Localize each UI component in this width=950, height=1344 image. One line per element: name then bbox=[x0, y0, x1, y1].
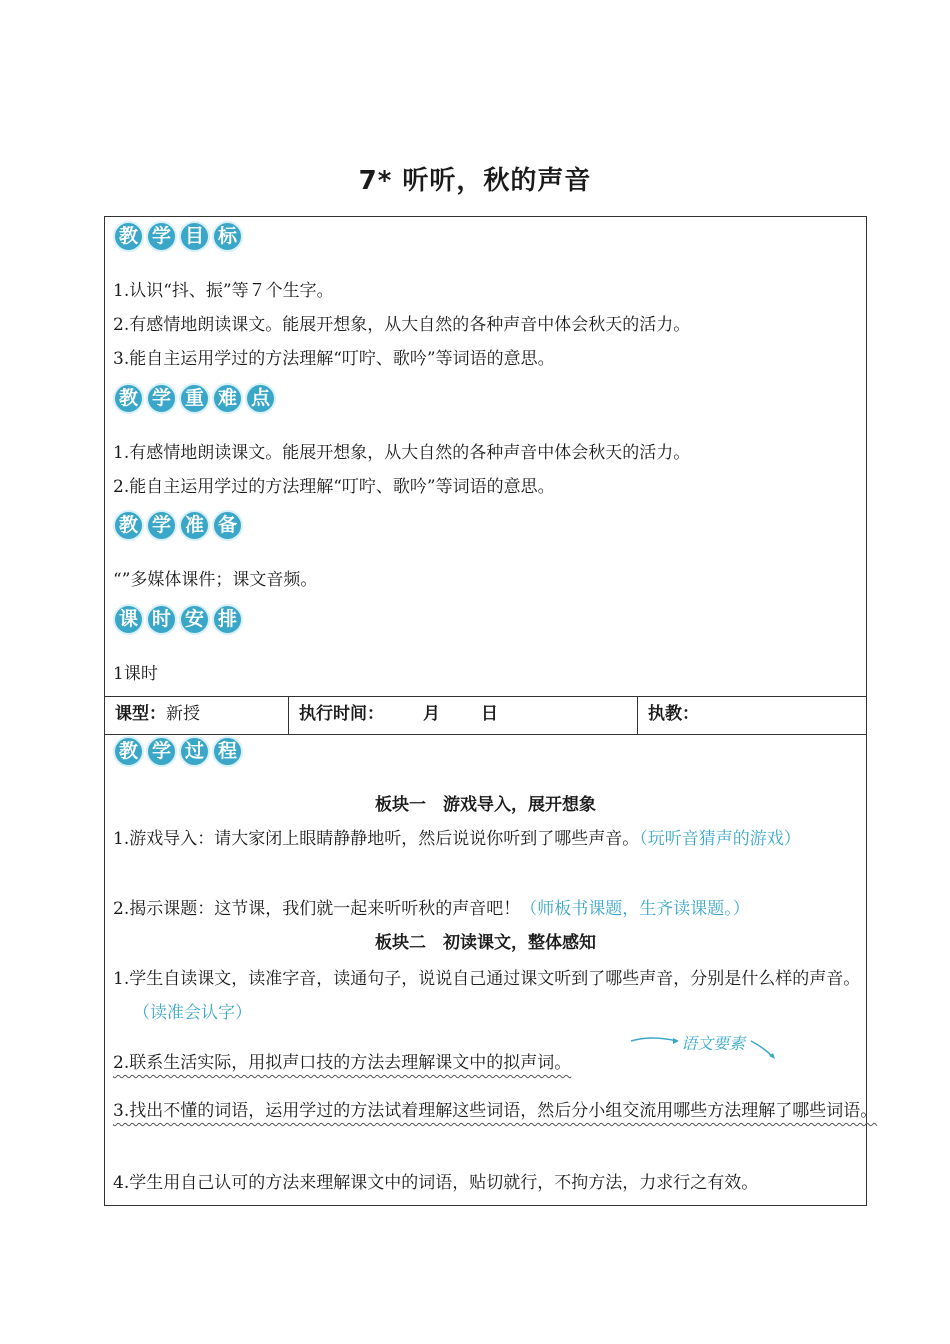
badge-char: 课 bbox=[113, 604, 144, 635]
lesson-plan-table bbox=[104, 216, 878, 1206]
execution-time-cell bbox=[289, 697, 638, 734]
badge-char: 教 bbox=[113, 736, 144, 767]
teacher-note: （玩听音猜声的游戏） bbox=[639, 829, 801, 849]
block1-item-1 bbox=[113, 822, 881, 856]
preparation-badge bbox=[113, 510, 245, 541]
badge-char: 教 bbox=[113, 383, 144, 414]
teacher-cell bbox=[638, 697, 866, 734]
goal-item: 3.能自主运用学过的方法理解“叮咛、歌吟”等词语的意思。 bbox=[113, 349, 555, 369]
month-label: 月 bbox=[423, 704, 440, 724]
schedule-text: 1课时 bbox=[113, 664, 158, 684]
badge-char: 难 bbox=[212, 383, 243, 414]
badge-char: 程 bbox=[212, 736, 243, 767]
tag-label: 语文要素 bbox=[681, 1034, 746, 1053]
language-element-tag bbox=[629, 1027, 779, 1067]
lesson-type-cell bbox=[105, 697, 289, 734]
badge-char: 学 bbox=[146, 221, 177, 252]
badge-char: 重 bbox=[179, 383, 210, 414]
block2-item-3 bbox=[113, 1094, 881, 1128]
day-label: 日 bbox=[481, 704, 498, 724]
item-text: 3.找出不懂的词语，运用学过的方法试着理解这些词语，然后分小组交流用哪些方法理解了哪些词语。 bbox=[113, 1101, 878, 1121]
goals-badge bbox=[113, 221, 245, 252]
page-title: 7* 听听，秋的声音 bbox=[358, 166, 592, 196]
badge-char: 排 bbox=[212, 604, 243, 635]
key-points-badge bbox=[113, 383, 278, 414]
block2-item-1 bbox=[113, 962, 881, 1030]
item-text: 2.联系生活实际，用拟声口技的方法去理解课文中的拟声词。 bbox=[113, 1053, 572, 1073]
badge-char: 学 bbox=[146, 510, 177, 541]
badge-char: 学 bbox=[146, 383, 177, 414]
teacher-note: （读准会认字） bbox=[133, 1003, 252, 1023]
lesson-type-label: 课型： bbox=[115, 704, 166, 724]
block2-item-4 bbox=[113, 1166, 881, 1200]
execution-time-label: 执行时间： bbox=[299, 704, 384, 724]
badge-char: 时 bbox=[146, 604, 177, 635]
badge-char: 目 bbox=[179, 221, 210, 252]
badge-char: 教 bbox=[113, 510, 144, 541]
lesson-type-value: 新授 bbox=[166, 704, 200, 724]
teacher-note: （师板书课题，生齐读课题。） bbox=[520, 899, 750, 919]
block1-item-2 bbox=[113, 892, 881, 926]
process-badge bbox=[113, 736, 245, 767]
item-text: 2.揭示课题：这节课，我们就一起来听听秋的声音吧！ bbox=[113, 899, 521, 919]
key-point-item: 1.有感情地朗读课文。能展开想象，从大自然的各种声音中体会秋天的活力。 bbox=[113, 443, 691, 463]
badge-char: 过 bbox=[179, 736, 210, 767]
badge-char: 教 bbox=[113, 221, 144, 252]
block1-heading: 板块一 游戏导入，展开想象 bbox=[375, 795, 596, 815]
goal-item: 2.有感情地朗读课文。能展开想象，从大自然的各种声音中体会秋天的活力。 bbox=[113, 315, 691, 335]
overview-section bbox=[105, 217, 866, 696]
lesson-info-row bbox=[105, 696, 866, 735]
key-point-item: 2.能自主运用学过的方法理解“叮咛、歌吟”等词语的意思。 bbox=[113, 477, 555, 497]
item-text: 1.游戏导入：请大家闭上眼睛静静地听，然后说说你听到了哪些声音。 bbox=[113, 829, 640, 849]
badge-char: 安 bbox=[179, 604, 210, 635]
badge-char: 学 bbox=[146, 736, 177, 767]
badge-char: 标 bbox=[212, 221, 243, 252]
badge-char: 点 bbox=[245, 383, 276, 414]
goal-item: 1.认识“抖、振”等７个生字。 bbox=[113, 281, 334, 301]
block2-heading: 板块二 初读课文，整体感知 bbox=[375, 933, 596, 953]
teacher-label: 执教： bbox=[648, 704, 699, 724]
preparation-text: “”多媒体课件；课文音频。 bbox=[113, 570, 318, 590]
item-text: 1.学生自读课文，读准字音，读通句子，说说自己通过课文听到了哪些声音，分别是什么样的声音。 bbox=[113, 969, 861, 989]
schedule-badge bbox=[113, 604, 245, 635]
item-text: 4.学生用自己认可的方法来理解课文中的词语，贴切就行，不拘方法，力求行之有效。 bbox=[113, 1173, 759, 1193]
badge-char: 准 bbox=[179, 510, 210, 541]
badge-char: 备 bbox=[212, 510, 243, 541]
